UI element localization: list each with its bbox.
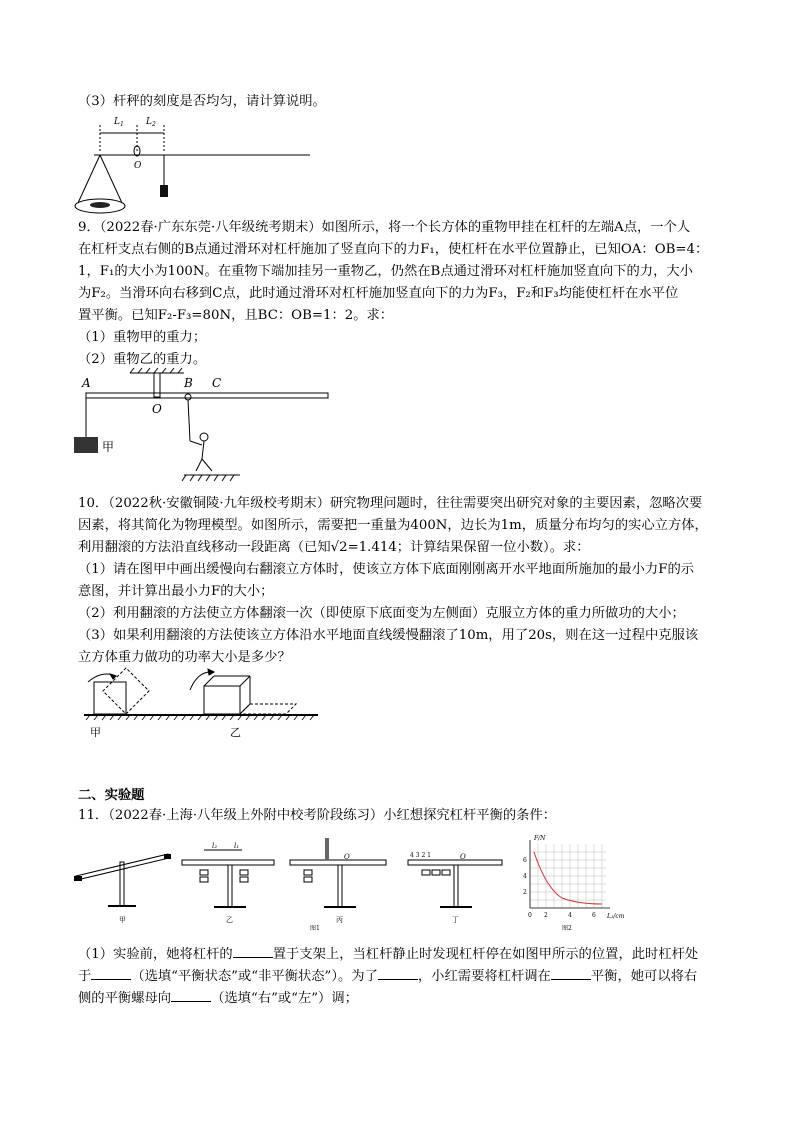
graph-xtick-4: 4 — [568, 912, 572, 919]
q10-line-2: 因素，将其简化为物理模型。如图所示，需要把一重量为400N，边长为1m，质量分布均匀的实心立方体， — [78, 518, 708, 533]
q10-part3-a: （3）如果利用翻滚的方法使该立方体沿水平地面直线缓慢翻滚了10m，用了20s，则在这一过程中克服该 — [78, 628, 699, 643]
fig-label-nums: 4 3 2 1 — [410, 852, 431, 859]
answer-blank-2[interactable] — [91, 966, 131, 980]
answer-blank-3[interactable] — [378, 966, 418, 980]
q11-part1-text-b3: ，小红需要将杠杆调在 — [417, 969, 551, 984]
q10-part1-b: 意图，并计算出最小力F的大小； — [78, 584, 274, 599]
q11-part1-text-a2: 置于支架上，当杠杆静止时发现杠杆停在如图甲所示的位置，此时杠杆处 — [272, 947, 699, 962]
lever-experiment-figures — [72, 832, 632, 932]
cube-label-yi: 乙 — [230, 726, 241, 739]
q11-part1-text-b4: 平衡，她可以将右 — [590, 969, 698, 984]
q10-line-3: 利用翻滚的方法沿直线移动一段距离（已知√2=1.414；计算结果保留一位小数）。求： — [78, 540, 590, 555]
q11-part1-text-b1: 于 — [78, 969, 92, 984]
fig-label-tu1: 图1 — [310, 925, 320, 932]
q9-line-4: 为F₂。当滑环向右移到C点，此时通过滑环对杠杆施加竖直向下的力为F₃，F₂和F₃均能使杠杆在水平位 — [78, 286, 679, 301]
q9-line-2: 在杠杆支点右侧的B点通过滑环对杠杆施加了竖直向下的力F₁，使杠杆在水平位置静止，已知OA：OB=4： — [78, 242, 709, 257]
q9-part2: （2）重物乙的重力。 — [78, 352, 207, 367]
q11-part1-text-a1: （1）实验前，她将杠杆的 — [78, 947, 233, 962]
lever-figure — [72, 365, 372, 485]
graph-xtick-6: 6 — [592, 912, 596, 919]
q11-part1-line-2 — [78, 966, 697, 987]
q9-line-3: 1，F₁的大小为100N。在重物下端加挂另一重物乙，仍然在B点通过滑环对杠杆施加竖直向下的力，大小 — [78, 264, 693, 279]
steelyard-figure — [72, 113, 312, 223]
answer-blank-5[interactable] — [171, 988, 211, 1002]
graph-ytick-6: 6 — [523, 857, 527, 864]
answer-blank-4[interactable] — [551, 966, 591, 980]
q8-part3: （3）杆秤的刻度是否均匀，请计算说明。 — [78, 94, 326, 109]
lever-label-a: A — [82, 376, 91, 390]
fig-label-l2: l₂ — [212, 842, 218, 850]
steelyard-label-o: O — [134, 161, 142, 171]
q9-line-5: 置平衡。已知F₂-F₃=80N，且BC：OB=1：2。求： — [78, 308, 394, 323]
q10-line-1: 10．（2022秋·安徽铜陵·九年级校考期末）研究物理问题时，往往需要突出研究对象的主要因素，忽略次要 — [78, 496, 703, 511]
q11-part1-text-c2: （选填“右”或“左”）调； — [211, 991, 358, 1006]
graph-ylabel: F/N — [534, 835, 546, 842]
q11-part1-line-1 — [78, 944, 698, 965]
q11-line-1: 11．（2022春·上海·八年级上外附中校考阶段练习）小红想探究杠杆平衡的条件： — [78, 808, 557, 823]
q11-part1-text-b2: （选填“平衡状态”或“非平衡状态”）。为了 — [131, 969, 378, 984]
fig-label-o2: O — [460, 853, 466, 861]
lever-label-o: O — [152, 402, 162, 416]
lever-label-jia: 甲 — [102, 440, 115, 454]
cube-label-jia: 甲 — [90, 726, 101, 739]
answer-blank-1[interactable] — [233, 944, 273, 958]
fig-label-tu2: 图2 — [562, 925, 572, 932]
fig-label-ding: 丁 — [452, 916, 459, 924]
graph-ytick-2: 2 — [523, 889, 527, 896]
q10-part3-b: 立方体重力做功的功率大小是多少？ — [78, 650, 291, 665]
fig-label-bing: 丙 — [336, 916, 343, 924]
steelyard-label-l1: $L_1$ — [114, 117, 124, 128]
graph-xtick-0: 0 — [528, 912, 532, 919]
q11-part1-line-3 — [78, 988, 358, 1009]
q10-part1-a: （1）请在图甲中画出缓慢向右翻滚立方体时，使该立方体下底面刚刚离开水平地面所施加的最小力F的示 — [78, 562, 695, 577]
lever-label-b: B — [184, 376, 193, 390]
q9-line-1: 9．（2022春·广东东莞·八年级统考期末）如图所示，将一个长方体的重物甲挂在杠杆的左端A点，一个人 — [78, 220, 691, 235]
fig-label-jia: 甲 — [119, 916, 126, 924]
q10-part2: （2）利用翻滚的方法使立方体翻滚一次（即使原下底面变为左侧面）克服立方体的重力所做功的大小； — [78, 606, 685, 621]
graph-ytick-4: 4 — [523, 873, 527, 880]
q11-part1-text-c1: 侧的平衡螺母向 — [78, 991, 172, 1006]
lever-label-c: C — [212, 376, 222, 390]
section-title: 二、实验题 — [78, 788, 145, 803]
fig-label-yi: 乙 — [226, 916, 233, 924]
graph-xlabel: L₁/cm — [607, 913, 625, 920]
fig-label-l1: l₁ — [234, 842, 240, 850]
q9-part1: （1）重物甲的重力； — [78, 330, 207, 345]
cube-roll-figure — [80, 662, 360, 742]
fig-label-o1: O — [344, 853, 350, 861]
graph-xtick-2: 2 — [544, 912, 548, 919]
steelyard-label-l2: $L_2$ — [146, 117, 156, 128]
